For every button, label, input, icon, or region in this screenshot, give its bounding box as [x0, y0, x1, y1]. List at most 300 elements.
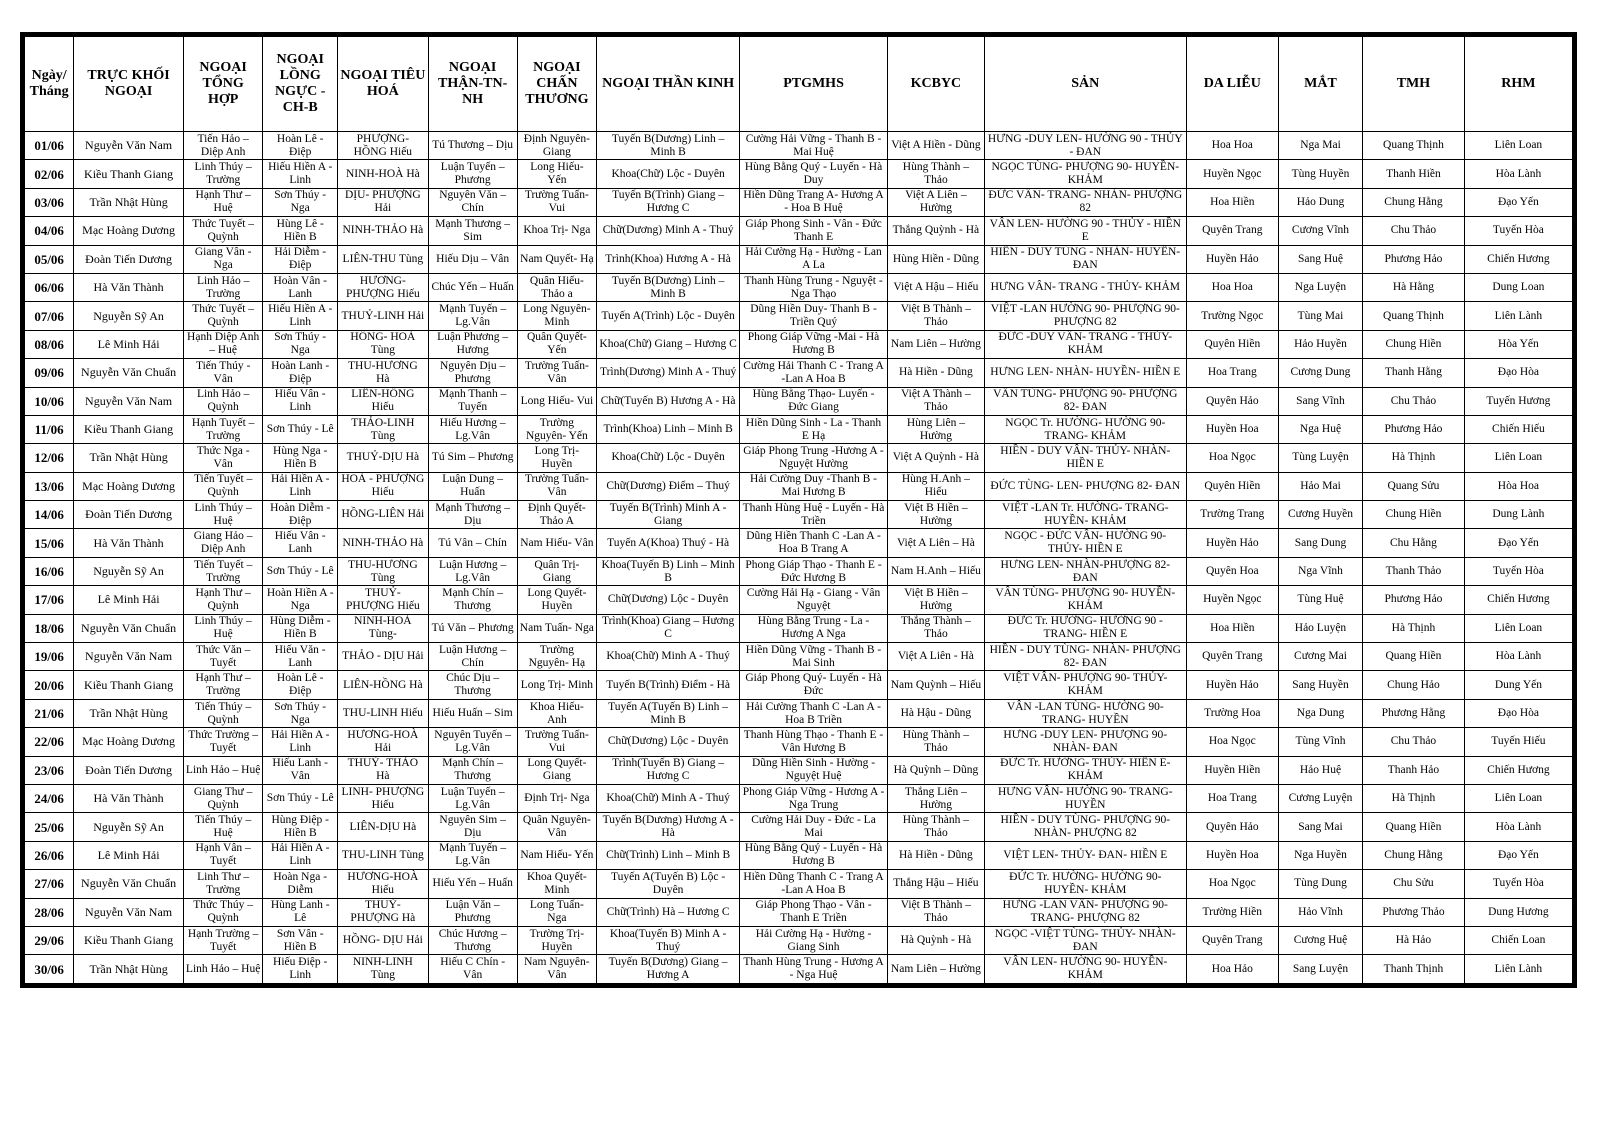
assignment-cell: Chung Hằng	[1363, 841, 1465, 869]
duty-officer-cell: Hà Văn Thành	[74, 529, 184, 557]
duty-officer-cell: Lê Minh Hải	[74, 330, 184, 358]
assignment-cell: Tiến Hảo – Diệp Anh	[183, 132, 262, 160]
assignment-cell: Cương Luyện	[1278, 784, 1362, 812]
assignment-cell: Thắng Hậu – Hiếu	[887, 870, 984, 898]
assignment-cell: Sơn Thúy - Lê	[263, 415, 338, 443]
assignment-cell: Tú Sim – Phương	[428, 444, 517, 472]
assignment-cell: Tiến Thúy – Quỳnh	[183, 699, 262, 727]
assignment-cell: Chu Thảo	[1363, 217, 1465, 245]
assignment-cell: Trường Ngọc	[1186, 302, 1278, 330]
table-row	[25, 415, 1573, 443]
duty-officer-cell: Kiều Thanh Giang	[74, 926, 184, 954]
date-cell: 13/06	[25, 472, 74, 500]
table-row	[25, 784, 1573, 812]
assignment-cell: Hà Quỳnh - Hà	[887, 926, 984, 954]
assignment-cell: Quyên Trang	[1186, 643, 1278, 671]
assignment-cell: Hảo Dung	[1278, 188, 1362, 216]
assignment-cell: NINH-HOÀ Hà	[338, 160, 429, 188]
table-row	[25, 728, 1573, 756]
assignment-cell: Quang Sửu	[1363, 472, 1465, 500]
table-row	[25, 330, 1573, 358]
assignment-cell: VÂN TÙNG- PHƯỢNG 90- HUYỀN- KHẢM	[984, 586, 1186, 614]
assignment-cell: Khoa(Chữ) Lộc - Duyên	[597, 444, 740, 472]
assignment-cell: Hiếu Văn - Lanh	[263, 643, 338, 671]
assignment-cell: Hùng Lê - Hiền B	[263, 217, 338, 245]
date-cell: 28/06	[25, 898, 74, 926]
assignment-cell: Long Tuấn- Nga	[517, 898, 596, 926]
column-header: NGOẠI CHẤN THƯƠNG	[517, 37, 596, 132]
duty-officer-cell: Nguyễn Sỹ An	[74, 302, 184, 330]
assignment-cell: Hiếu Hiền A - Linh	[263, 160, 338, 188]
assignment-cell: LIÊN-THU Tùng	[338, 245, 429, 273]
assignment-cell: Nguyên Dịu – Phương	[428, 359, 517, 387]
column-header: TRỰC KHỐI NGOẠI	[74, 37, 184, 132]
assignment-cell: THẢO-LINH Tùng	[338, 415, 429, 443]
assignment-cell: Chu Thảo	[1363, 387, 1465, 415]
table-row	[25, 557, 1573, 585]
assignment-cell: Trường Trị- Huyền	[517, 926, 596, 954]
assignment-cell: Nam Hiếu- Yến	[517, 841, 596, 869]
assignment-cell: Giáp Phong Trung -Hương A - Nguyệt Hường	[740, 444, 888, 472]
assignment-cell: HOÀ - PHƯỢNG Hiếu	[338, 472, 429, 500]
assignment-cell: Long Hiếu- Yến	[517, 160, 596, 188]
assignment-cell: HỒNG-LIÊN Hải	[338, 501, 429, 529]
assignment-cell: NGỌC - ĐỨC VÂN- HƯỜNG 90- THỦY- HIỀN E	[984, 529, 1186, 557]
date-cell: 06/06	[25, 273, 74, 301]
assignment-cell: Hoa Trang	[1186, 784, 1278, 812]
assignment-cell: Nam Quyết- Hạ	[517, 245, 596, 273]
date-cell: 25/06	[25, 813, 74, 841]
assignment-cell: Hùng Thành – Thảo	[887, 160, 984, 188]
assignment-cell: Hảo Huệ	[1278, 756, 1362, 784]
assignment-cell: Hoàn Lanh - Điệp	[263, 359, 338, 387]
assignment-cell: Nga Huyền	[1278, 841, 1362, 869]
assignment-cell: Hạnh Diệp Anh – Huệ	[183, 330, 262, 358]
assignment-cell: Hiền Dũng Trang A- Hương A - Hoa B Huệ	[740, 188, 888, 216]
assignment-cell: Cương Huệ	[1278, 926, 1362, 954]
assignment-cell: Quang Hiền	[1363, 643, 1465, 671]
assignment-cell: Tuyến Hương	[1464, 387, 1572, 415]
assignment-cell: Luận Hương – Chín	[428, 643, 517, 671]
duty-officer-cell: Nguyễn Sỹ An	[74, 813, 184, 841]
assignment-cell: HƯƠNG-HOÀ Hải	[338, 728, 429, 756]
assignment-cell: Tú Vân – Chín	[428, 529, 517, 557]
assignment-cell: HƯNG LEN- NHÀN- HUYỀN- HIỀN E	[984, 359, 1186, 387]
assignment-cell: Thanh Thịnh	[1363, 955, 1465, 983]
assignment-cell: Cường Hải Duy - Đức - La Mai	[740, 813, 888, 841]
assignment-cell: Chung Hằng	[1363, 188, 1465, 216]
assignment-cell: Chu Sửu	[1363, 870, 1465, 898]
table-row	[25, 245, 1573, 273]
assignment-cell: Hòa Hoa	[1464, 472, 1572, 500]
duty-officer-cell: Mạc Hoàng Dương	[74, 728, 184, 756]
table-row	[25, 926, 1573, 954]
assignment-cell: Hùng Bằng Trung - La - Hương A Nga	[740, 614, 888, 642]
assignment-cell: Hùng Điệp - Hiền B	[263, 813, 338, 841]
assignment-cell: Hiếu Điệp - Linh	[263, 955, 338, 983]
duty-roster-table	[24, 36, 1573, 984]
assignment-cell: Nga Vĩnh	[1278, 557, 1362, 585]
assignment-cell: Hiếu Dịu – Vân	[428, 245, 517, 273]
assignment-cell: Quyên Hoa	[1186, 557, 1278, 585]
assignment-cell: Khoa(Chữ) Giang – Hương C	[597, 330, 740, 358]
assignment-cell: Tùng Mai	[1278, 302, 1362, 330]
assignment-cell: Linh Thúy – Trường	[183, 160, 262, 188]
assignment-cell: Chữ(Trình) Linh – Minh B	[597, 841, 740, 869]
assignment-cell: Hạnh Trường – Tuyết	[183, 926, 262, 954]
assignment-cell: Thanh Hằng	[1363, 359, 1465, 387]
duty-officer-cell: Lê Minh Hải	[74, 841, 184, 869]
assignment-cell: Việt A Hiền - Dũng	[887, 132, 984, 160]
assignment-cell: VIỆT -LAN HƯỜNG 90- PHƯỢNG 90- PHƯỢNG 82	[984, 302, 1186, 330]
assignment-cell: Trình(Khoa) Giang – Hương C	[597, 614, 740, 642]
assignment-cell: Hiếu Hương – Lg.Vân	[428, 415, 517, 443]
assignment-cell: Cường Hải Thanh C - Trang A -Lan A Hoa B	[740, 359, 888, 387]
column-header: DA LIỄU	[1186, 37, 1278, 132]
assignment-cell: Hoa Hoa	[1186, 273, 1278, 301]
assignment-cell: Giáp Phong Quý- Luyến - Hà Đức	[740, 671, 888, 699]
assignment-cell: Việt A Liên - Hà	[887, 643, 984, 671]
table-row	[25, 699, 1573, 727]
assignment-cell: Cương Huyền	[1278, 501, 1362, 529]
assignment-cell: Thức Thúy – Quỳnh	[183, 898, 262, 926]
table-row	[25, 898, 1573, 926]
column-header: NGOẠI TIÊU HOÁ	[338, 37, 429, 132]
assignment-cell: Sơn Vân - Hiền B	[263, 926, 338, 954]
assignment-cell: Tú Văn – Phương	[428, 614, 517, 642]
assignment-cell: Huyền Hảo	[1186, 671, 1278, 699]
assignment-cell: Thức Nga - Vân	[183, 444, 262, 472]
duty-officer-cell: Đoàn Tiến Dương	[74, 245, 184, 273]
assignment-cell: Luận Phương – Hương	[428, 330, 517, 358]
assignment-cell: Việt A Quỳnh - Hà	[887, 444, 984, 472]
assignment-cell: Sang Mai	[1278, 813, 1362, 841]
assignment-cell: HƯNG VÂN- TRANG - THỦY- KHẢM	[984, 273, 1186, 301]
assignment-cell: Quyên Hảo	[1186, 813, 1278, 841]
assignment-cell: Hà Hiền - Dũng	[887, 841, 984, 869]
table-row	[25, 501, 1573, 529]
assignment-cell: Liên Loan	[1464, 132, 1572, 160]
assignment-cell: Tùng Huyền	[1278, 160, 1362, 188]
assignment-cell: Hảo Huyền	[1278, 330, 1362, 358]
assignment-cell: Nam H.Anh – Hiếu	[887, 557, 984, 585]
assignment-cell: Hạnh Thư – Huệ	[183, 188, 262, 216]
table-row	[25, 132, 1573, 160]
assignment-cell: Giang Thư – Quỳnh	[183, 784, 262, 812]
assignment-cell: Phương Hảo	[1363, 415, 1465, 443]
date-cell: 15/06	[25, 529, 74, 557]
assignment-cell: Hiền Dũng Sinh - La - Thanh E Hạ	[740, 415, 888, 443]
assignment-cell: Thức Văn – Tuyết	[183, 643, 262, 671]
assignment-cell: Sơn Thúy - Nga	[263, 699, 338, 727]
assignment-cell: Hạnh Thư – Quỳnh	[183, 586, 262, 614]
assignment-cell: LINH- PHƯỢNG Hiếu	[338, 784, 429, 812]
assignment-cell: Hải Hiền A - Linh	[263, 728, 338, 756]
assignment-cell: Nga Dung	[1278, 699, 1362, 727]
assignment-cell: Khoa Hiếu- Anh	[517, 699, 596, 727]
assignment-cell: Sang Huyền	[1278, 671, 1362, 699]
assignment-cell: Việt A Liên – Hà	[887, 529, 984, 557]
duty-officer-cell: Nguyễn Văn Nam	[74, 132, 184, 160]
assignment-cell: Liên Lành	[1464, 302, 1572, 330]
duty-officer-cell: Nguyễn Văn Chuẩn	[74, 359, 184, 387]
table-row	[25, 273, 1573, 301]
assignment-cell: Việt A Hậu – Hiếu	[887, 273, 984, 301]
assignment-cell: PHƯỢNG- HỒNG Hiếu	[338, 132, 429, 160]
assignment-cell: Sơn Thúy - Lê	[263, 784, 338, 812]
assignment-cell: THU-LINH Hiếu	[338, 699, 429, 727]
assignment-cell: Trường Trang	[1186, 501, 1278, 529]
column-header: NGOẠI THẦN KINH	[597, 37, 740, 132]
date-cell: 08/06	[25, 330, 74, 358]
assignment-cell: Đạo Hòa	[1464, 699, 1572, 727]
assignment-cell: Tuyến A(Trình) Lộc - Duyên	[597, 302, 740, 330]
table-row	[25, 841, 1573, 869]
assignment-cell: Cường Hải Vững - Thanh B - Mai Huệ	[740, 132, 888, 160]
assignment-cell: Huyền Hảo	[1186, 529, 1278, 557]
column-header: PTGMHS	[740, 37, 888, 132]
assignment-cell: Đạo Yến	[1464, 841, 1572, 869]
assignment-cell: Dung Yến	[1464, 671, 1572, 699]
assignment-cell: Mạnh Chín – Thương	[428, 586, 517, 614]
assignment-cell: Tuyến A(Khoa) Thuý - Hà	[597, 529, 740, 557]
duty-officer-cell: Nguyễn Văn Nam	[74, 643, 184, 671]
assignment-cell: THUỶ- PHƯỢNG Hiếu	[338, 586, 429, 614]
assignment-cell: Dung Loan	[1464, 273, 1572, 301]
assignment-cell: Hà Hiền - Dũng	[887, 359, 984, 387]
assignment-cell: HIỀN - DUY TÙNG - NHÀN- HUYỀN- ĐAN	[984, 245, 1186, 273]
assignment-cell: VIỆT VÂN- PHƯỢNG 90- THỦY- KHẢM	[984, 671, 1186, 699]
assignment-cell: Huyền Hoa	[1186, 415, 1278, 443]
assignment-cell: Sơn Thúy - Lê	[263, 557, 338, 585]
assignment-cell: Quyên Trang	[1186, 926, 1278, 954]
assignment-cell: Việt B Hiền – Hường	[887, 586, 984, 614]
assignment-cell: Việt B Hiền – Hường	[887, 501, 984, 529]
assignment-cell: Giáp Phong Thạo - Vân - Thanh E Triền	[740, 898, 888, 926]
assignment-cell: Hùng Liên – Hường	[887, 415, 984, 443]
date-cell: 03/06	[25, 188, 74, 216]
assignment-cell: Long Nguyên- Minh	[517, 302, 596, 330]
assignment-cell: Chiến Loan	[1464, 926, 1572, 954]
date-cell: 07/06	[25, 302, 74, 330]
assignment-cell: LIÊN-HỒNG Hiếu	[338, 387, 429, 415]
assignment-cell: NINH-HOÀ Tùng-	[338, 614, 429, 642]
assignment-cell: VÂN LEN- HƯỜNG 90 - THỦY - HIỀN E	[984, 217, 1186, 245]
assignment-cell: Khoa(Chữ) Lộc - Duyên	[597, 160, 740, 188]
duty-officer-cell: Trần Nhật Hùng	[74, 955, 184, 983]
assignment-cell: Chúc Yến – Huấn	[428, 273, 517, 301]
assignment-cell: Đạo Yến	[1464, 529, 1572, 557]
assignment-cell: Luận Văn – Phương	[428, 898, 517, 926]
assignment-cell: Tùng Dung	[1278, 870, 1362, 898]
date-cell: 21/06	[25, 699, 74, 727]
assignment-cell: Quân Nguyên- Vân	[517, 813, 596, 841]
assignment-cell: Thanh Hùng Trung - Hương A - Nga Huệ	[740, 955, 888, 983]
date-cell: 20/06	[25, 671, 74, 699]
assignment-cell: Quang Thịnh	[1363, 132, 1465, 160]
date-cell: 26/06	[25, 841, 74, 869]
assignment-cell: Tú Thương – Dịu	[428, 132, 517, 160]
assignment-cell: Hải Hiền A - Linh	[263, 472, 338, 500]
assignment-cell: Tiến Tuyết – Trường	[183, 557, 262, 585]
table-row	[25, 813, 1573, 841]
assignment-cell: Hiếu Vân - Lanh	[263, 529, 338, 557]
assignment-cell: Hiếu Lanh - Vân	[263, 756, 338, 784]
assignment-cell: Tùng Luyện	[1278, 444, 1362, 472]
assignment-cell: HƯNG -LAN VÂN- PHƯỢNG 90- TRANG- PHƯỢNG 82	[984, 898, 1186, 926]
assignment-cell: Chữ(Dương) Lộc - Duyên	[597, 586, 740, 614]
assignment-cell: Huyền Hiền	[1186, 756, 1278, 784]
assignment-cell: Hạnh Tuyết – Trường	[183, 415, 262, 443]
assignment-cell: Hoa Ngọc	[1186, 870, 1278, 898]
assignment-cell: Phong Giáp Vững -Mai - Hà Hương B	[740, 330, 888, 358]
assignment-cell: Nam Liên – Hường	[887, 330, 984, 358]
assignment-cell: Phương Hảo	[1363, 586, 1465, 614]
assignment-cell: Dũng Hiền Thanh C -Lan A - Hoa B Trang A	[740, 529, 888, 557]
assignment-cell: Thanh Hùng Thạo - Thanh E - Vân Hương B	[740, 728, 888, 756]
date-cell: 12/06	[25, 444, 74, 472]
assignment-cell: Chu Thảo	[1363, 728, 1465, 756]
assignment-cell: Tuyến Hòa	[1464, 870, 1572, 898]
assignment-cell: NGỌC TÙNG- PHƯỢNG 90- HUYỀN- KHẢM	[984, 160, 1186, 188]
assignment-cell: Hà Hằng	[1363, 273, 1465, 301]
schedule-sheet	[20, 32, 1577, 988]
assignment-cell: Nam Nguyên- Vân	[517, 955, 596, 983]
assignment-cell: Hảo Vĩnh	[1278, 898, 1362, 926]
table-row	[25, 217, 1573, 245]
date-cell: 18/06	[25, 614, 74, 642]
assignment-cell: THUỶ- PHƯỢNG Hà	[338, 898, 429, 926]
assignment-cell: Việt B Thành – Thảo	[887, 302, 984, 330]
assignment-cell: Hà Hảo	[1363, 926, 1465, 954]
assignment-cell: Trình(Khoa) Hương A - Hà	[597, 245, 740, 273]
assignment-cell: Huyền Hoa	[1186, 841, 1278, 869]
assignment-cell: VÂN TÙNG- PHƯỢNG 90- PHƯỢNG 82- ĐAN	[984, 387, 1186, 415]
assignment-cell: Quân Trị- Giang	[517, 557, 596, 585]
assignment-cell: Hòa Yến	[1464, 330, 1572, 358]
assignment-cell: Linh Hảo – Trường	[183, 273, 262, 301]
assignment-cell: Chúc Hương – Thương	[428, 926, 517, 954]
date-cell: 29/06	[25, 926, 74, 954]
date-cell: 16/06	[25, 557, 74, 585]
assignment-cell: Tuyến B(Dương) Giang – Hương A	[597, 955, 740, 983]
assignment-cell: Tuyến B(Dương) Linh – Minh B	[597, 132, 740, 160]
assignment-cell: Hòa Lành	[1464, 160, 1572, 188]
assignment-cell: Hiếu Yến – Huấn	[428, 870, 517, 898]
duty-officer-cell: Trần Nhật Hùng	[74, 188, 184, 216]
assignment-cell: Tiến Thúy – Huệ	[183, 813, 262, 841]
duty-officer-cell: Nguyễn Văn Nam	[74, 387, 184, 415]
assignment-cell: Tiến Tuyết – Quỳnh	[183, 472, 262, 500]
assignment-cell: Luận Tuyến – Lg.Vân	[428, 784, 517, 812]
table-row	[25, 472, 1573, 500]
duty-officer-cell: Kiều Thanh Giang	[74, 671, 184, 699]
duty-officer-cell: Nguyễn Văn Chuẩn	[74, 614, 184, 642]
assignment-cell: Sơn Thúy - Nga	[263, 188, 338, 216]
assignment-cell: Tuyến A(Tuyến B) Lộc - Duyên	[597, 870, 740, 898]
assignment-cell: Long Trị- Minh	[517, 671, 596, 699]
assignment-cell: Chiến Hương	[1464, 756, 1572, 784]
assignment-cell: Giáp Phong Sinh - Vân - Đức Thanh E	[740, 217, 888, 245]
assignment-cell: ĐỨC TÙNG- LEN- PHƯỢNG 82- ĐAN	[984, 472, 1186, 500]
assignment-cell: Trường Nguyên- Hạ	[517, 643, 596, 671]
assignment-cell: Hoàn Diễm - Điệp	[263, 501, 338, 529]
assignment-cell: Nga Huệ	[1278, 415, 1362, 443]
assignment-cell: Hùng Diễm - Hiền B	[263, 614, 338, 642]
assignment-cell: Liên Loan	[1464, 614, 1572, 642]
assignment-cell: Nguyên Tuyến – Lg.Vân	[428, 728, 517, 756]
assignment-cell: Hải Diễm - Điệp	[263, 245, 338, 273]
assignment-cell: Việt B Thành – Thảo	[887, 898, 984, 926]
assignment-cell: Luận Dung – Huấn	[428, 472, 517, 500]
assignment-cell: Nam Liên – Hường	[887, 955, 984, 983]
assignment-cell: Hạnh Vân – Tuyết	[183, 841, 262, 869]
assignment-cell: Định Quyết- Thảo A	[517, 501, 596, 529]
date-cell: 11/06	[25, 415, 74, 443]
assignment-cell: Tùng Huệ	[1278, 586, 1362, 614]
assignment-cell: Trình(Dương) Minh A - Thuý	[597, 359, 740, 387]
assignment-cell: Tuyến B(Trình) Minh A - Giang	[597, 501, 740, 529]
assignment-cell: Chiến Hương	[1464, 586, 1572, 614]
assignment-cell: Hùng Bằng Quý - Luyến - Hà Duy	[740, 160, 888, 188]
assignment-cell: Chiến Hương	[1464, 245, 1572, 273]
assignment-cell: Tuyến Hiếu	[1464, 728, 1572, 756]
duty-officer-cell: Hà Văn Thành	[74, 784, 184, 812]
assignment-cell: Hảo Mai	[1278, 472, 1362, 500]
assignment-cell: Đạo Yến	[1464, 188, 1572, 216]
assignment-cell: Quyên Hảo	[1186, 387, 1278, 415]
assignment-cell: Chữ(Dương) Điểm – Thuý	[597, 472, 740, 500]
assignment-cell: Hải Hiền A - Linh	[263, 841, 338, 869]
assignment-cell: Long Quyết- Huyền	[517, 586, 596, 614]
assignment-cell: Sang Vĩnh	[1278, 387, 1362, 415]
assignment-cell: Trường Tuấn- Vui	[517, 188, 596, 216]
assignment-cell: HƯNG LEN- NHÀN-PHƯỢNG 82- ĐAN	[984, 557, 1186, 585]
table-row	[25, 302, 1573, 330]
date-cell: 30/06	[25, 955, 74, 983]
assignment-cell: Trình(Khoa) Linh – Minh B	[597, 415, 740, 443]
assignment-cell: Hoàn Nga - Diễm	[263, 870, 338, 898]
assignment-cell: Khoa Trị- Nga	[517, 217, 596, 245]
date-cell: 27/06	[25, 870, 74, 898]
table-row	[25, 160, 1573, 188]
assignment-cell: Luận Hương – Lg.Vân	[428, 557, 517, 585]
assignment-cell: Hùng Lanh - Lê	[263, 898, 338, 926]
duty-officer-cell: Mạc Hoàng Dương	[74, 217, 184, 245]
assignment-cell: Hoa Trang	[1186, 359, 1278, 387]
assignment-cell: Sang Huệ	[1278, 245, 1362, 273]
date-cell: 19/06	[25, 643, 74, 671]
duty-officer-cell: Kiều Thanh Giang	[74, 415, 184, 443]
column-header: NGOẠI LỒNG NGỰC -CH-B	[263, 37, 338, 132]
assignment-cell: Linh Hảo – Huệ	[183, 756, 262, 784]
assignment-cell: THUỶ-LINH Hải	[338, 302, 429, 330]
assignment-cell: Tuyến Hòa	[1464, 557, 1572, 585]
assignment-cell: Trường Tuấn- Vui	[517, 728, 596, 756]
assignment-cell: Tùng Vĩnh	[1278, 728, 1362, 756]
assignment-cell: HƯƠNG-HOÀ Hiếu	[338, 870, 429, 898]
assignment-cell: Sang Luyện	[1278, 955, 1362, 983]
assignment-cell: Nam Tuấn- Nga	[517, 614, 596, 642]
assignment-cell: Tuyến B(Dương) Hương A - Hà	[597, 813, 740, 841]
date-cell: 10/06	[25, 387, 74, 415]
assignment-cell: Trường Nguyên- Yến	[517, 415, 596, 443]
assignment-cell: Hải Cường Hạ - Hường - Giang Sinh	[740, 926, 888, 954]
assignment-cell: Chữ(Dương) Lộc - Duyên	[597, 728, 740, 756]
assignment-cell: Hạnh Thư – Trường	[183, 671, 262, 699]
assignment-cell: Quyên Hiền	[1186, 472, 1278, 500]
date-cell: 14/06	[25, 501, 74, 529]
